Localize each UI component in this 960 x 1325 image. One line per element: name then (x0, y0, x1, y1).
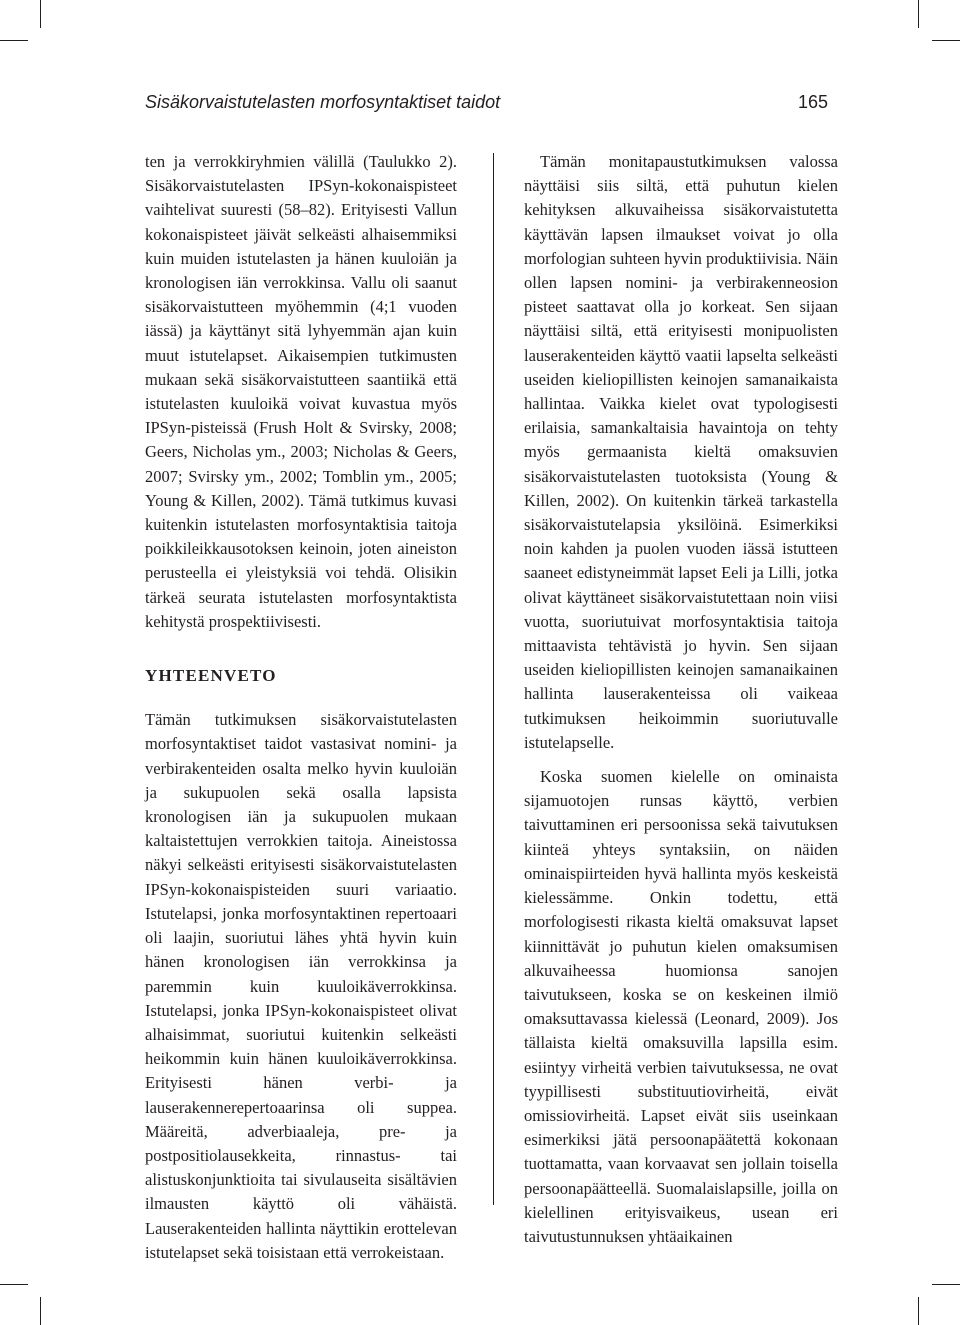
crop-mark-bottom-left (40, 1297, 41, 1325)
left-paragraph-2: Tämän tutkimuksen sisäkorvaistutelasten morfosyntaktiset taidot vastasivat nomini- ja verbirakenteiden osalta melko hyvin kuuloiän ja sukupuolen sekä osalla lapsista kronologisen iän ja sukupuolen mukaan kaltaistettujen verrokkien taitoja. Aineistossa näkyi selkeästi erityisesti sisäkorvaistutelasten IPSyn-kokonaispisteiden suuri variaatio. Istutelapsi, jonka morfosyntaktinen repertoaari oli laajin, suoriutui lähes yhtä hyvin kuin hänen kronologisen iän verrokkinsa ja paremmin kuin kuuloikäverrokkinsa. Istutelapsi, jonka IPSyn-kokonaispisteet olivat alhaisimmat, suoriutui kuitenkin selkeästi heikommin kuin hänen kuuloikäverrokkinsa. Erityisesti hänen verbi- ja lauserakennerepertoaarinsa oli suppea. Määreitä, adverbiaaleja, pre- ja postpositiolausekkeita, rinnastus- tai alistuskonjunktioita tai sivulauseita sisältävien ilmausten käyttö oli vähäistä. Lauserakenteiden hallinta näyttikin erottelevan istutelapset sekä toisistaan että verrokeistaan. (145, 710, 457, 1262)
crop-mark-top-right (918, 0, 919, 28)
crop-mark-bottom-left-h (0, 1284, 28, 1285)
page-number: 165 (797, 92, 828, 112)
right-column (524, 150, 838, 1249)
right-paragraph-2: Koska suomen kielelle on ominaista sijamuotojen runsas käyttö, verbien taivuttaminen eri persoonissa sekä taivutuksen kiinteä yhteys syntaksiin, on näiden ominaispiirteiden hyvä hallinta myös keskeistä kielessämme. Onkin todettu, että morfologisesti rikasta kieltä omaksuvat lapset kiinnittävät jo puhutun kielen omaksumisen alkuvaiheessa huomionsa sanojen taivutukseen, koska se on keskeinen ilmiö omaksuttavassa kielessä (Leonard, 2009). Jos tällaista kieltä omaksuvilla lapsilla esim. esiintyy virheitä verbien taivutuksessa, ne ovat tyypillisesti substituutiovirheitä, eivät omissiovirheitä. Lapset eivät siis useinkaan esimerkiksi jätä persoonapäätettä kokonaan tuottamatta, vaan korvaavat sen jollain toisella persoonapäätteellä. Suomalaislapsille, joilla on kielellinen erityisvaikeus, usean eri taivutustunnuksen yhtäaikainen (524, 767, 838, 1246)
crop-mark-top-right-h (932, 40, 960, 41)
section-heading: YHTEENVETO (145, 666, 277, 686)
running-header (145, 90, 828, 118)
crop-mark-top-left (40, 0, 41, 28)
crop-mark-bottom-right (918, 1297, 919, 1325)
crop-mark-top-left-h (0, 40, 28, 41)
running-title: Sisäkorvaistutelasten morfosyntaktiset taidot (145, 92, 501, 112)
crop-mark-bottom-right-h (932, 1284, 960, 1285)
column-divider (493, 153, 494, 1205)
left-column (145, 150, 457, 1265)
left-paragraph-1: ten ja verrokkiryhmien välillä (Taulukko 2). Sisäkorvaistutelasten IPSyn-kokonaispisteet vaihtelivat suuresti (58–82). Erityisesti Vallun kokonaispisteet jäivät selkeästi alhaisemmiksi kuin muiden istutelasten ja hänen kuuloiän ja kronologisen iän verrokkinsa. Vallu oli saanut sisäkorvaistutteen myöhemmin (4;1 vuoden iässä) ja käyttänyt sitä lyhyemmän ajan kuin muut istutelapset. Aikaisempien tutkimusten mukaan sekä sisäkorvaistutteen saantiikä että istutelasten kuuloikä voivat kuvastua myös IPSyn-pisteissä (Frush Holt & Svirsky, 2008; Geers, Nicholas ym., 2003; Nicholas & Geers, 2007; Svirsky ym., 2002; Tomblin ym., 2005; Young & Killen, 2002). Tämä tutkimus kuvasi kuitenkin istutelasten morfosyntaktisia taitoja poikkileikkausotoksen keinoin, joten aineiston perusteella ei yleistyksiä voi tehdä. Olisikin tärkeä seurata istutelasten morfosyntaktista kehitystä prospektiivisesti. (145, 152, 457, 631)
right-paragraph-1: Tämän monitapaustutkimuksen valossa näyttäisi siis siltä, että puhutun kielen kehityksen alkuvaiheissa sisäkorvaistutetta käyttävän lapsen ilmaukset voivat jo olla morfologian suhteen hyvin produktiivisia. Näin ollen lapsen nomini- ja verbirakenneosion pisteet saattavat olla jo korkeat. Sen sijaan näyttäisi siltä, että erityisesti monipuolisten lauserakenteiden käyttö vaatii lapselta selkeästi useiden kieliopillisten keinojen samanaikaista hallintaa. Vaikka kielet ovat typologisesti erilaisia, samankaltaisia havaintoja on tehty myös germaanista kieltä omaksuvien sisäkorvaistutelasten tuotoksista (Young & Killen, 2002). On kuitenkin tärkeä tarkastella sisäkorvaistutelapsia yksilöinä. Esimerkiksi noin kahden ja puolen vuoden iässä istutteen saaneet edistyneimmät lapset Eeli ja Lilli, jotka olivat käyttäneet sisäkorvaistutettaan noin viisi vuotta, suoriutuivat morfosyntaktisia taitoja mittaavista tehtävistä jo hyvin. Sen sijaan useiden kieliopillisten keinojen samanaikainen hallinta lauserakenteissa oli vaikeaa tutkimuksen heikoimmin suoriutuvalle istutelapselle. (524, 152, 838, 752)
